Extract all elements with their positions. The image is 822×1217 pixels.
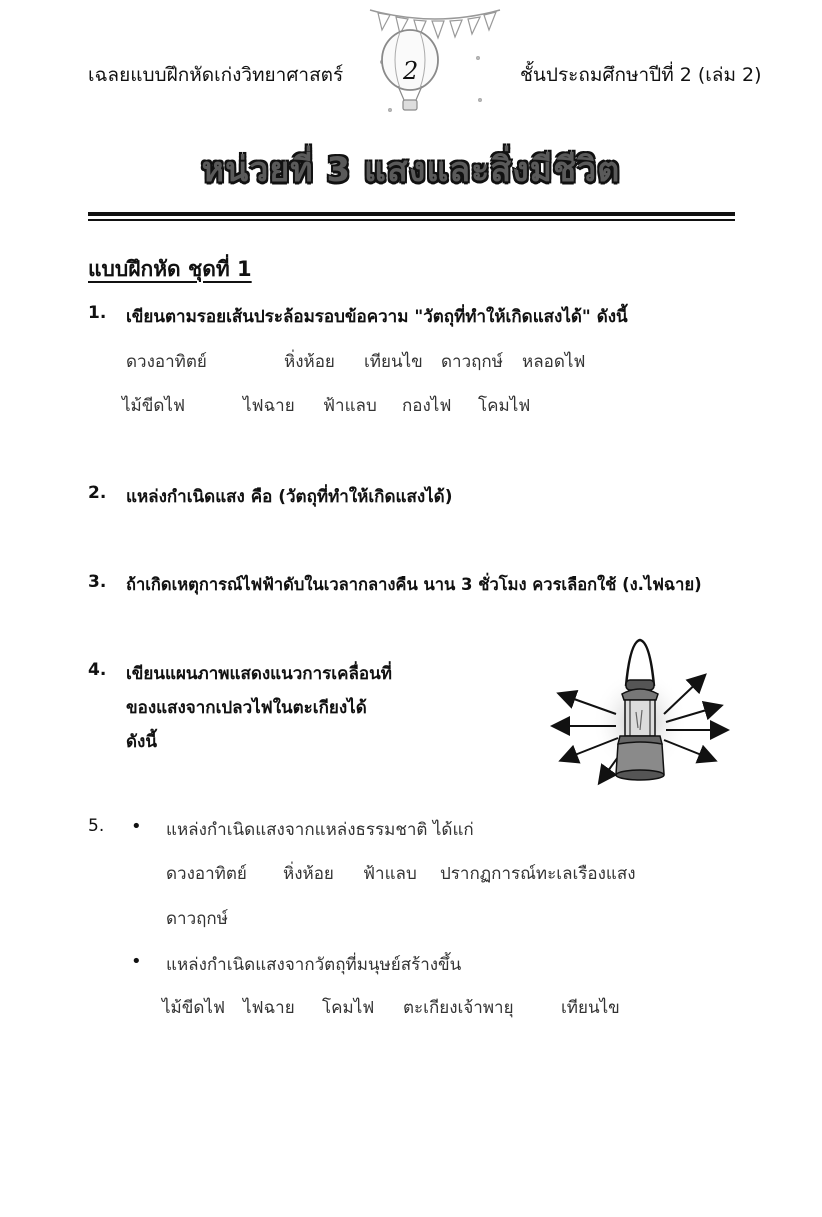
q1-answer-item: ดวงอาทิตย์: [126, 352, 207, 372]
q1-answer-item: โคมไฟ: [478, 396, 531, 416]
q4-text-line3: ดังนี้: [126, 732, 157, 752]
header-right: ชั้นประถมศึกษาปีที่ 2 (เล่ม 2): [520, 64, 762, 86]
q1-answer-item: ไม้ขีดไฟ: [122, 396, 186, 416]
q5-natural-item: ปรากฏการณ์ทะเลเรืองแสง: [440, 864, 636, 884]
title-divider-thick: [88, 212, 735, 216]
q5-manmade-item: ไม้ขีดไฟ: [162, 998, 226, 1018]
q5-natural-item: ฟ้าแลบ: [363, 864, 417, 884]
exercise-heading: แบบฝึกหัด ชุดที่ 1: [88, 257, 252, 281]
q1-answer-item: กองไฟ: [402, 396, 452, 416]
q5-number: 5.: [88, 816, 105, 836]
q1-answer-item: ไฟฉาย: [243, 396, 295, 416]
q4-number: 4.: [88, 660, 107, 680]
q5-natural-item: หิ่งห้อย: [283, 864, 334, 884]
q3-text: ถ้าเกิดเหตุการณ์ไฟฟ้าดับในเวลากลางคืน นาน 3 ชั่วโมง ควรเลือกใช้ (ง.ไฟฉาย): [126, 575, 702, 594]
q4-text-line2: ของแสงจากเปลวไฟในตะเกียงได้: [126, 698, 367, 718]
q5-natural-heading: แหล่งกำเนิดแสงจากแหล่งธรรมชาติ ได้แก่: [166, 820, 474, 840]
title-divider-thin: [88, 219, 735, 221]
page-number: 2: [403, 57, 419, 85]
q5-manmade-item: ไฟฉาย: [243, 998, 295, 1018]
q1-answer-item: ดาวฤกษ์: [441, 352, 503, 372]
q5-manmade-item: โคมไฟ: [322, 998, 375, 1018]
q1-answer-item: หิ่งห้อย: [284, 352, 335, 372]
q5-manmade-item: เทียนไข: [561, 998, 620, 1018]
q5-bullet-2: •: [131, 951, 142, 972]
header-left: เฉลยแบบฝึกหัดเก่งวิทยาศาสตร์: [88, 64, 344, 86]
q5-natural-item: ดวงอาทิตย์: [166, 864, 247, 884]
q1-text: เขียนตามรอยเส้นประล้อมรอบข้อความ "วัตถุที่ทำให้เกิดแสงได้" ดังนี้: [126, 307, 628, 327]
q5-natural-item: ดาวฤกษ์: [166, 909, 228, 929]
q2-number: 2.: [88, 483, 107, 503]
unit-title: หน่วยที่ 3 แสงและสิ่งมีชีวิต: [201, 150, 621, 190]
q1-answer-item: หลอดไฟ: [522, 352, 586, 372]
q4-text-line1: เขียนแผนภาพแสดงแนวการเคลื่อนที่: [126, 664, 392, 684]
lantern-light-rays-illustration: [548, 634, 738, 794]
q3-number: 3.: [88, 572, 107, 592]
q1-answer-item: ฟ้าแลบ: [323, 396, 377, 416]
q1-number: 1.: [88, 303, 107, 323]
q5-manmade-item: ตะเกียงเจ้าพายุ: [403, 998, 514, 1018]
q2-text: แหล่งกำเนิดแสง คือ (วัตถุที่ทำให้เกิดแสงได้): [126, 487, 453, 507]
balloon-ornament: [360, 0, 510, 130]
q5-manmade-heading: แหล่งกำเนิดแสงจากวัตถุที่มนุษย์สร้างขึ้น: [166, 955, 462, 975]
q5-bullet-1: •: [131, 816, 142, 837]
q1-answer-item: เทียนไข: [364, 352, 423, 372]
